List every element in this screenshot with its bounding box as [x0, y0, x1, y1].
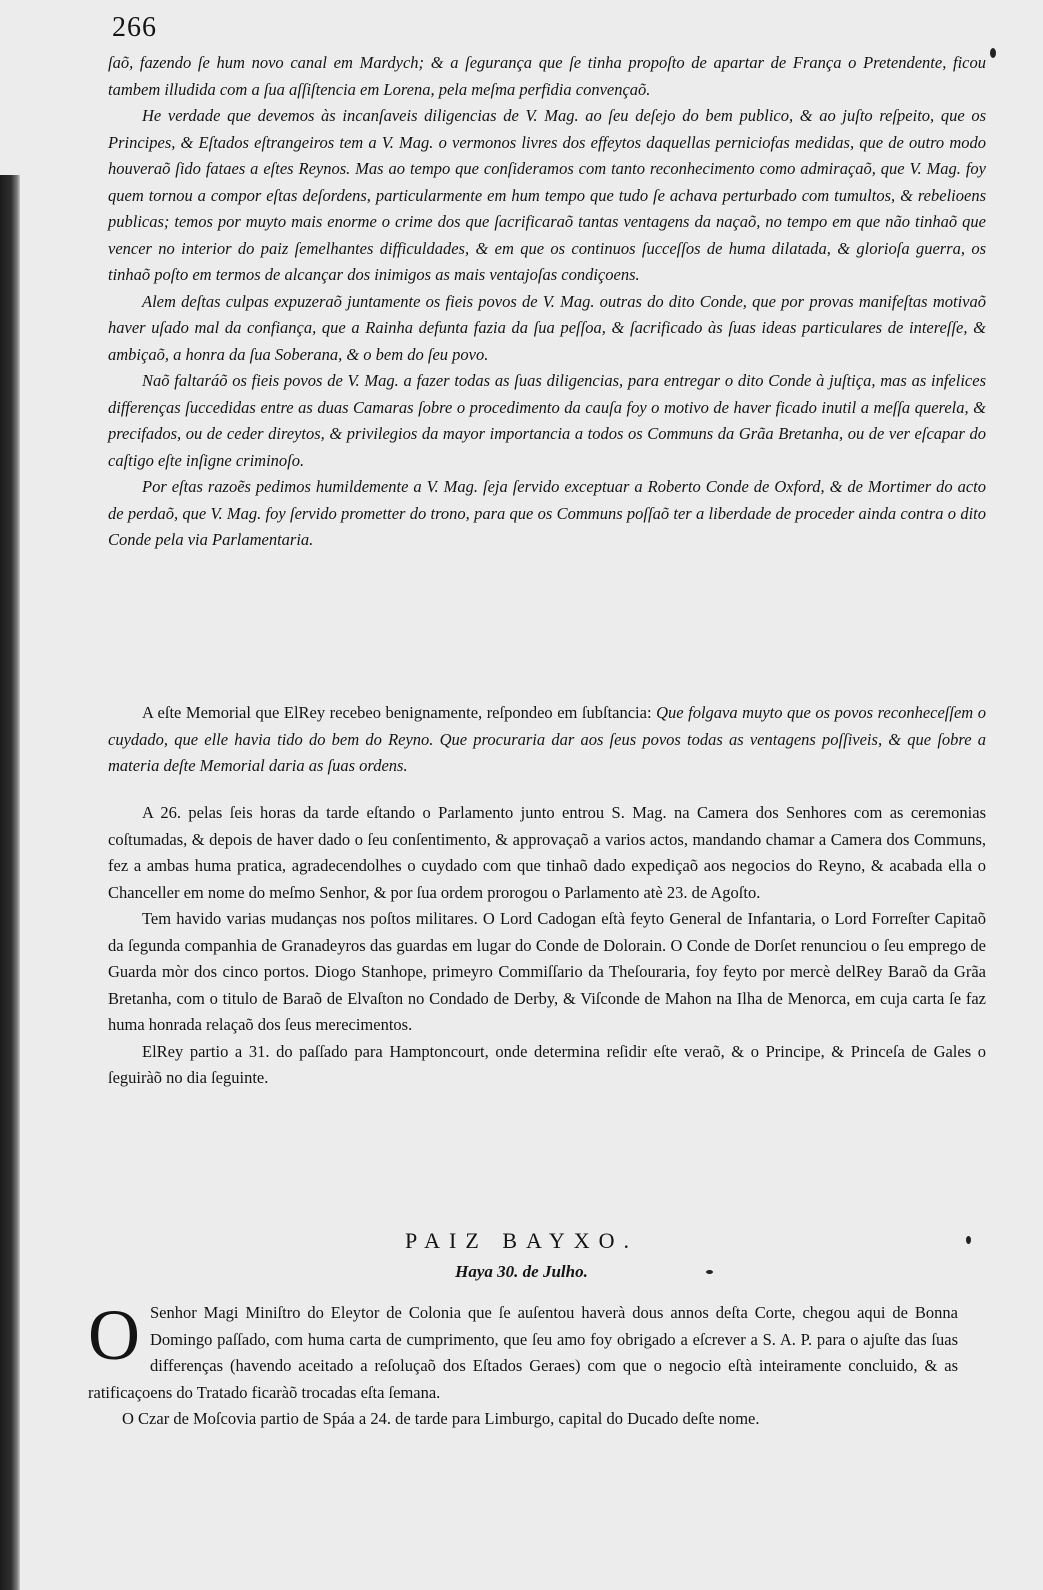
memorial-reply-intro: A eſte Memorial que ElRey recebeo benignamente, reſpondeo em ſubſtancia:	[142, 703, 652, 722]
news-paragraph-parliament: A 26. pelas ſeis horas da tarde eſtando o Parlamento junto entrou S. Mag. na Camera dos Senhores com as ceremonias coſtumadas, & depois de haver dado o ſeu conſentimento, & approvaçaõ a varios actos, mandando chamar a Camera dos Communs, fez a ambas huma pratica, agradecendolhes o cuydado com que tinhaõ dado expediçaõ aos negocios do Reyno, & acabada ella o Chanceller em nome do meſmo Senhor, & por ſua ordem prorogou o Parlamento atè 23. de Agoſto.	[108, 803, 986, 902]
section-dateline: Haya 30. de Julho.	[455, 1262, 588, 1281]
memorial-paragraph-2: He verdade que devemos às incanſaveis diligencias de V. Mag. ao ſeu deſejo do bem publico, & ao juſto reſpeito, que os Principes, & Eſtados eſtrangeiros tem a V. Mag. o vermonos livres dos effeytos daquellas perniciofas medidas, que de outro modo houveraõ ſido fataes a eſtes Reynos. Mas ao tempo que conſideramos com tanto reconhecimento como admiraçaõ, que V. Mag. foy quem tornou a compor eſtas deſordens, particularmente em hum tempo que tudo ſe achava perturbado com tumultos, & rebelioens publicas; temos por muyto mais enorme o crime dos que ſacrificaraõ tantas ventagens da naçaõ, no tempo em que não tinhaõ que vencer no interior do paiz ſemelhantes difficuldades, & em que os continuos ſucceſſos de huma dilatada, & glorioſa guerra, os tinhaõ poſto em termos de alcançar dos inimigos as mais ventajoſas condiçoens.	[108, 106, 986, 284]
dutch-news-block	[88, 1295, 958, 1433]
memorial-paragraph-1: ſaõ, fazendo ſe hum novo canal em Mardych; & a ſegurança que ſe tinha propoſto de apartar de França o Pretendente, ficou tambem illudida com a ſua aſſiſtencia em Lorena, pela meſma perfidia convençaõ.	[108, 53, 986, 99]
news-paragraph-king-departure: ElRey partio a 31. do paſſado para Hamptoncourt, onde determina reſidir eſte veraõ, & o Principe, & Princeſa de Gales o ſeguiràõ no dia ſeguinte.	[108, 1041, 986, 1087]
ink-mark	[966, 1236, 971, 1244]
news-block	[108, 800, 986, 1092]
memorial-reply-paragraph	[108, 700, 986, 780]
memorial-reply-quote: Que folgava muyto que os povos reconheceſſem o cuydado, que elle havia tido do bem do Reyno. Que procuraria dar aos ſeus povos todas as ventagens poſſiveis, & que ſobre a materia deſte Memorial daria as ſuas ordens.	[108, 703, 986, 775]
memorial-paragraph-3: Alem deſtas culpas expuzeraõ juntamente os fieis povos de V. Mag. outras do dito Conde, que por provas manifeſtas motivaõ haver uſado mal da confiança, que a Rainha defunta fazia da ſua peſſoa, & ſacrificado às ſuas ideas particulares de intereſſe, & ambiçaõ, a honra da ſua Soberana, & o bem do ſeu povo.	[108, 291, 986, 364]
memorial-paragraph-5: Por eſtas razoẽs pedimos humildemente a V. Mag. ſeja ſervido exceptuar a Roberto Conde de Oxford, & de Mortimer do acto de perdaõ, que V. Mag. foy ſervido prometter do trono, para que os Communs poſſaõ ter a liberdade de proceder ainda contra o dito Conde pela via Parlamentaria.	[108, 477, 986, 549]
memorial-reply-block	[108, 700, 986, 780]
news-paragraph-military-posts: Tem havido varias mudanças nos poſtos militares. O Lord Cadogan eſtà feyto General de Infantaria, o Lord Forreſter Capitaõ da ſegunda companhia de Granadeyros das guardas em lugar do Conde de Dolorain. O Conde de Dorſet renunciou o ſeu emprego de Guarda mòr dos cinco portos. Diogo Stanhope, primeyro Commiſſario da Theſouraria, foy feyto por mercè delRey Baraõ da Grãa Bretanha, com o titulo de Baraõ de Elvaſton no Condado de Derby, & Viſconde de Mahon na Ilha de Menorca, em cuja carta ſe faz huma honrada relaçaõ dos ſeus merecimentos.	[108, 909, 986, 1034]
ink-mark	[706, 1270, 713, 1274]
dropcap-paragraph-text: Senhor Magi Miniſtro do Eleytor de Colonia que ſe auſentou haverà dous annos deſta Corte, chegou aqui de Bonna Domingo paſſado, com huma carta de cumprimento, que ſeu amo foy obrigado a eſcrever a S. A. P. para o ajuſte das ſuas differenças (havendo aceitado a reſoluçaõ dos Eſtados Geraes) com que o negocio eſtà inteiramente concluido, & as ratificaçoens do Tratado ficaràõ trocadas eſta ſemana.	[88, 1303, 958, 1402]
dropcap-paragraph	[88, 1295, 958, 1406]
italic-memorial-block	[108, 50, 986, 554]
drop-cap-initial: O	[88, 1295, 140, 1375]
ink-mark	[990, 48, 996, 58]
memorial-paragraph-4: Naõ faltaráõ os fieis povos de V. Mag. a fazer todas as ſuas diligencias, para entregar o dito Conde à juſtiça, mas as infelices differenças ſuccedidas entre as duas Camaras ſobre o procedimento da cauſa foy o motivo de haver ficado inutil a meſſa querela, & precifados, ou de ceder direytos, & privilegios da mayor importancia a todos os Communs da Grãa Bretanha, ou de ver eſcapar do caſtigo eſte inſigne criminoſo.	[108, 371, 986, 470]
page-number: 266	[112, 12, 157, 43]
closing-paragraph: O Czar de Moſcovia partio de Spáa a 24. de tarde para Limburgo, capital do Ducado deſte nome.	[122, 1409, 760, 1428]
section-heading: PAIZ BAYXO.	[404, 1228, 639, 1253]
